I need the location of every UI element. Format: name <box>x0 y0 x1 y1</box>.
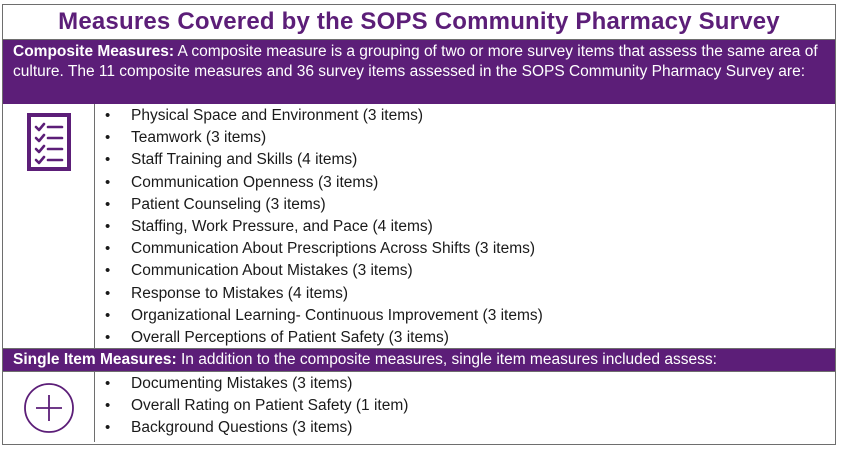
list-item: • Background Questions (3 items) <box>105 417 835 439</box>
single-heading: Single Item Measures: <box>13 351 177 368</box>
list-item: • Overall Perceptions of Patient Safety (3 items) <box>105 327 835 349</box>
list-item: • Response to Mistakes (4 items) <box>105 283 835 305</box>
list-item: • Documenting Mistakes (3 items) <box>105 373 835 395</box>
list-item: • Overall Rating on Patient Safety (1 item) <box>105 395 835 417</box>
checklist-icon <box>26 112 72 172</box>
list-item: • Patient Counseling (3 items) <box>105 194 835 216</box>
composite-list-cell <box>95 104 835 348</box>
list-item: • Organizational Learning- Continuous Improvement (3 items) <box>105 305 835 327</box>
composite-description: A composite measure is a grouping of two or more survey items that assess the same area of culture. The 11 composite measures and 36 survey items assessed in the SOPS Community Pharmacy Survey are: <box>13 43 818 80</box>
composite-list <box>105 104 835 349</box>
composite-row <box>3 104 835 348</box>
page-title: Measures Covered by the SOPS Community Pharmacy Survey <box>3 5 835 40</box>
composite-heading: Composite Measures: <box>13 43 175 60</box>
single-icon-cell <box>3 372 95 442</box>
measures-table <box>2 4 836 445</box>
single-list-cell <box>95 372 835 442</box>
plus-circle-icon <box>23 382 75 434</box>
composite-icon-cell <box>3 104 95 348</box>
list-item: • Staff Training and Skills (4 items) <box>105 149 835 171</box>
list-item: • Communication About Prescriptions Across Shifts (3 items) <box>105 238 835 260</box>
single-list <box>105 372 835 440</box>
list-item: • Physical Space and Environment (3 items) <box>105 105 835 127</box>
single-row <box>3 372 835 442</box>
list-item: • Staffing, Work Pressure, and Pace (4 items) <box>105 216 835 238</box>
composite-header <box>3 40 835 104</box>
single-header <box>3 348 835 372</box>
list-item: • Teamwork (3 items) <box>105 127 835 149</box>
list-item: • Communication About Mistakes (3 items) <box>105 260 835 282</box>
list-item: • Communication Openness (3 items) <box>105 172 835 194</box>
single-description: In addition to the composite measures, single item measures included assess: <box>180 351 717 368</box>
